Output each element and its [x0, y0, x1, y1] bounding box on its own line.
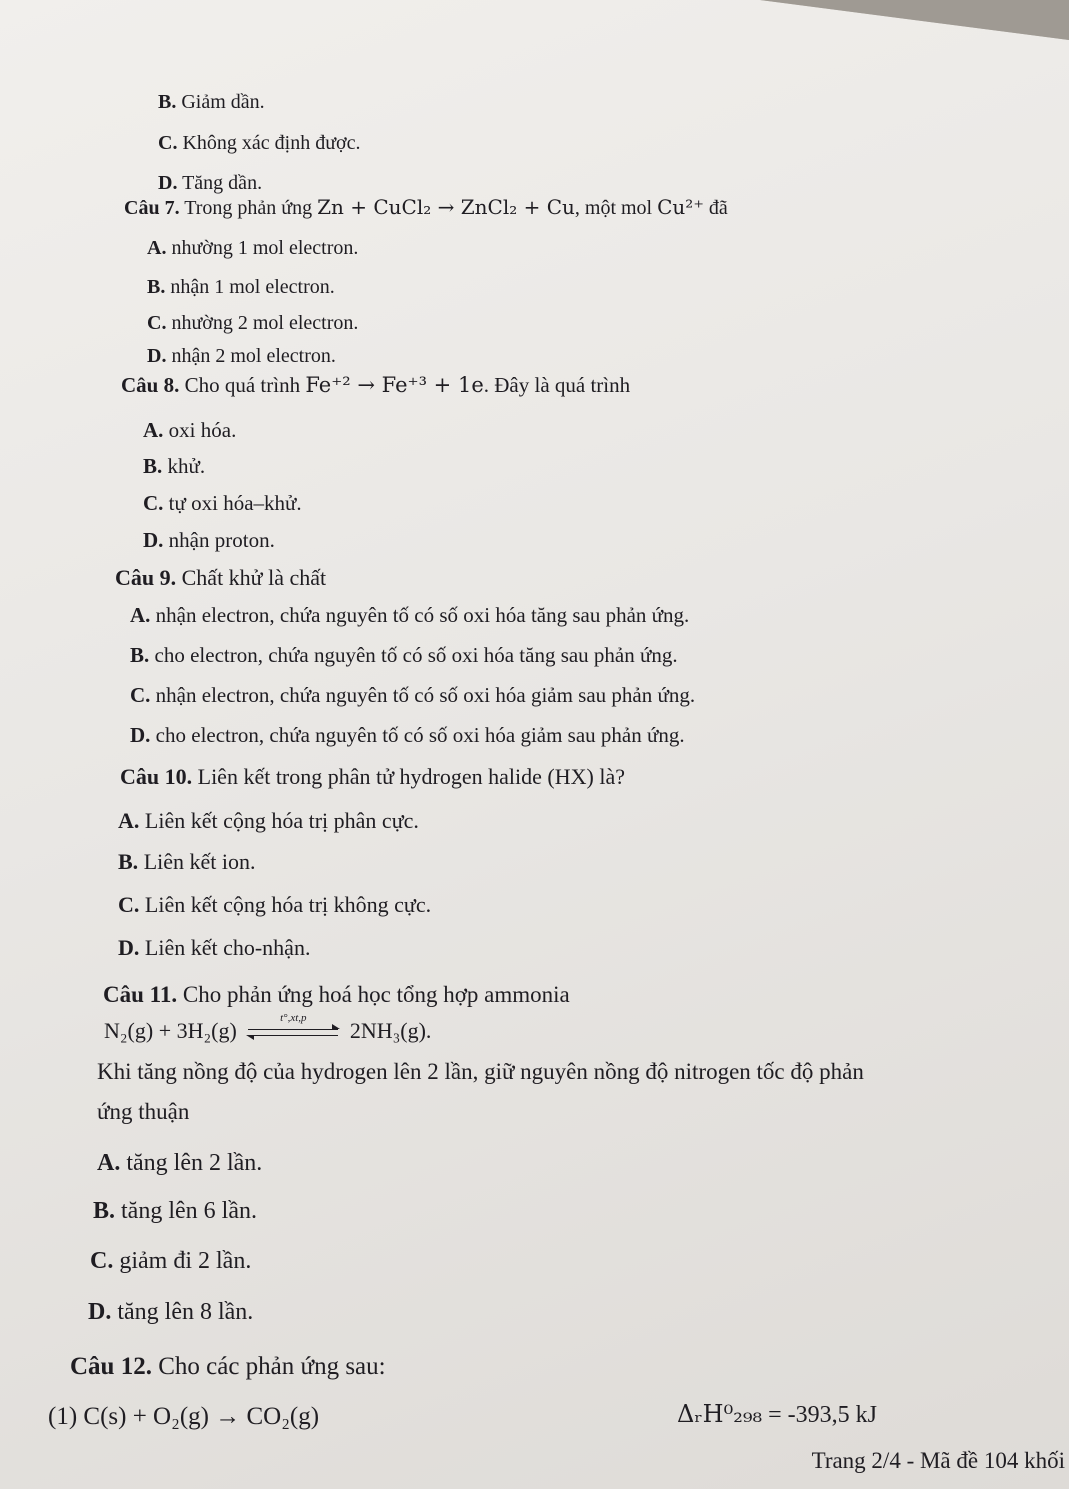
option-text: tăng lên 2 lần. — [120, 1150, 263, 1176]
ion-formula: Cu²⁺ — [657, 195, 704, 219]
option-q7-d — [147, 346, 336, 366]
option-q11-d — [88, 1300, 253, 1324]
option-q6-d — [158, 173, 262, 193]
option-q8-c — [143, 493, 302, 514]
question-8 — [121, 375, 630, 396]
option-text: cho electron, chứa nguyên tố có số oxi hóa giảm sau phản ứng. — [150, 723, 685, 747]
option-q9-c — [130, 685, 695, 706]
option-text: nhường 1 mol electron. — [166, 237, 359, 259]
option-q10-a — [118, 810, 419, 832]
option-q7-c — [147, 313, 358, 333]
option-q9-d — [130, 725, 685, 746]
option-text: giảm đi 2 lần. — [113, 1248, 252, 1274]
option-q8-b — [143, 456, 205, 477]
question-label: Câu 9. — [115, 565, 177, 590]
option-text: tăng lên 6 lần. — [115, 1198, 257, 1224]
option-text: khử. — [162, 454, 206, 478]
reaction-number: (1) — [48, 1403, 78, 1430]
option-label: C. — [90, 1248, 114, 1274]
option-q11-b — [93, 1199, 257, 1223]
question-text: Cho quá trình — [179, 373, 306, 397]
question-text-tail: , một mol — [574, 197, 658, 219]
question-9 — [115, 567, 326, 589]
option-label: A. — [118, 808, 140, 833]
option-text: Liên kết cộng hóa trị phân cực. — [139, 808, 419, 833]
option-label: A. — [143, 418, 164, 442]
reaction-1-enthalpy — [677, 1402, 877, 1427]
question-text-tail2: đã — [703, 197, 728, 219]
option-text: tự oxi hóa–khử. — [163, 491, 302, 515]
option-q9-a — [130, 605, 689, 626]
option-text: nhận electron, chứa nguyên tố có số oxi hóa tăng sau phản ứng. — [150, 603, 690, 627]
question-label: Câu 11. — [103, 982, 178, 1007]
option-label: D. — [118, 935, 140, 960]
equation-products: 2NH₃(g). — [349, 1018, 432, 1043]
reaction-equation: Fe⁺² → Fe⁺³ + 1e — [305, 373, 484, 397]
question-text: Khi tăng nồng độ của hydrogen lên 2 lần, giữ nguyên nồng độ nitrogen tốc độ phản — [97, 1059, 864, 1084]
enthalpy-value: = -393,5 kJ — [768, 1402, 877, 1428]
option-label: B. — [158, 91, 177, 113]
option-q10-b — [118, 851, 256, 873]
option-label: C. — [147, 312, 167, 334]
question-text: Cho các phản ứng sau: — [151, 1353, 386, 1380]
option-label: A. — [147, 237, 167, 259]
option-q9-b — [130, 645, 678, 666]
option-text: nhận electron, chứa nguyên tố có số oxi hóa giảm sau phản ứng. — [150, 683, 696, 707]
option-label: C. — [130, 683, 151, 707]
option-label: C. — [143, 491, 164, 515]
question-label: Câu 7. — [124, 197, 180, 219]
option-q8-a — [143, 420, 236, 441]
option-text: Tăng dần. — [177, 172, 263, 194]
option-label: C. — [118, 892, 140, 917]
option-text: nhường 2 mol electron. — [166, 312, 359, 334]
option-q7-b — [147, 277, 335, 297]
option-label: B. — [130, 643, 150, 667]
question-text: Liên kết trong phân tử hydrogen halide (HX) là? — [192, 764, 625, 789]
equilibrium-arrow-icon — [248, 1011, 338, 1043]
ammonia-synthesis-equation — [104, 1011, 432, 1043]
option-label: D. — [130, 723, 151, 747]
question-7 — [124, 197, 728, 218]
option-q7-a — [147, 238, 358, 258]
option-label: A. — [97, 1150, 121, 1176]
option-q6-c — [158, 133, 361, 153]
option-label: B. — [147, 276, 166, 298]
page-footer: Trang 2/4 - Mã đề 104 khối — [811, 1448, 1065, 1473]
enthalpy-symbol: ΔᵣH⁰₂₉₈ — [677, 1400, 763, 1428]
reaction-1 — [48, 1404, 319, 1429]
question-11-statement-line2 — [97, 1100, 189, 1123]
option-label: D. — [143, 528, 164, 552]
question-text-tail: . Đây là quá trình — [483, 373, 631, 397]
question-text: ứng thuận — [97, 1099, 190, 1124]
question-12 — [70, 1354, 386, 1379]
option-label: B. — [93, 1198, 116, 1224]
option-label: D. — [147, 345, 167, 367]
option-label: A. — [130, 603, 151, 627]
option-text: Liên kết cộng hóa trị không cực. — [139, 892, 432, 917]
equation-reactants: N₂(g) + 3H₂(g) — [104, 1018, 237, 1043]
option-text: Không xác định được. — [177, 132, 361, 154]
question-11 — [103, 983, 570, 1006]
reaction-equation: C(s) + O₂(g) → CO₂(g) — [83, 1403, 320, 1430]
option-text: Liên kết cho-nhận. — [139, 935, 311, 960]
option-q8-d — [143, 530, 275, 551]
question-text: Chất khử là chất — [176, 565, 327, 590]
question-10 — [120, 766, 625, 788]
question-label: Câu 12. — [70, 1353, 152, 1380]
option-q11-c — [90, 1249, 251, 1273]
reaction-equation: Zn + CuCl₂ → ZnCl₂ + Cu — [317, 195, 575, 219]
option-text: oxi hóa. — [163, 418, 237, 442]
option-q11-a — [97, 1151, 262, 1175]
question-text: Cho phản ứng hoá học tổng hợp ammonia — [177, 982, 570, 1007]
option-text: tăng lên 8 lần. — [111, 1299, 254, 1325]
question-text: Trong phản ứng — [179, 197, 318, 219]
option-label: D. — [88, 1299, 112, 1325]
reaction-conditions: t°,xt,p — [280, 1011, 307, 1024]
option-label: C. — [158, 132, 178, 154]
question-label: Câu 8. — [121, 373, 180, 397]
option-label: B. — [143, 454, 163, 478]
option-q6-b — [158, 92, 265, 112]
option-q10-d — [118, 937, 310, 959]
option-text: nhận proton. — [163, 528, 275, 552]
option-label: D. — [158, 172, 178, 194]
option-text: nhận 2 mol electron. — [166, 345, 336, 367]
option-text: Giảm dần. — [176, 91, 265, 113]
option-q10-c — [118, 894, 431, 916]
question-label: Câu 10. — [120, 764, 193, 789]
option-text: Liên kết ion. — [138, 849, 256, 874]
option-text: nhận 1 mol electron. — [165, 276, 335, 298]
option-label: B. — [118, 849, 139, 874]
option-text: cho electron, chứa nguyên tố có số oxi hóa tăng sau phản ứng. — [149, 643, 678, 667]
question-11-statement-line1 — [97, 1060, 864, 1083]
